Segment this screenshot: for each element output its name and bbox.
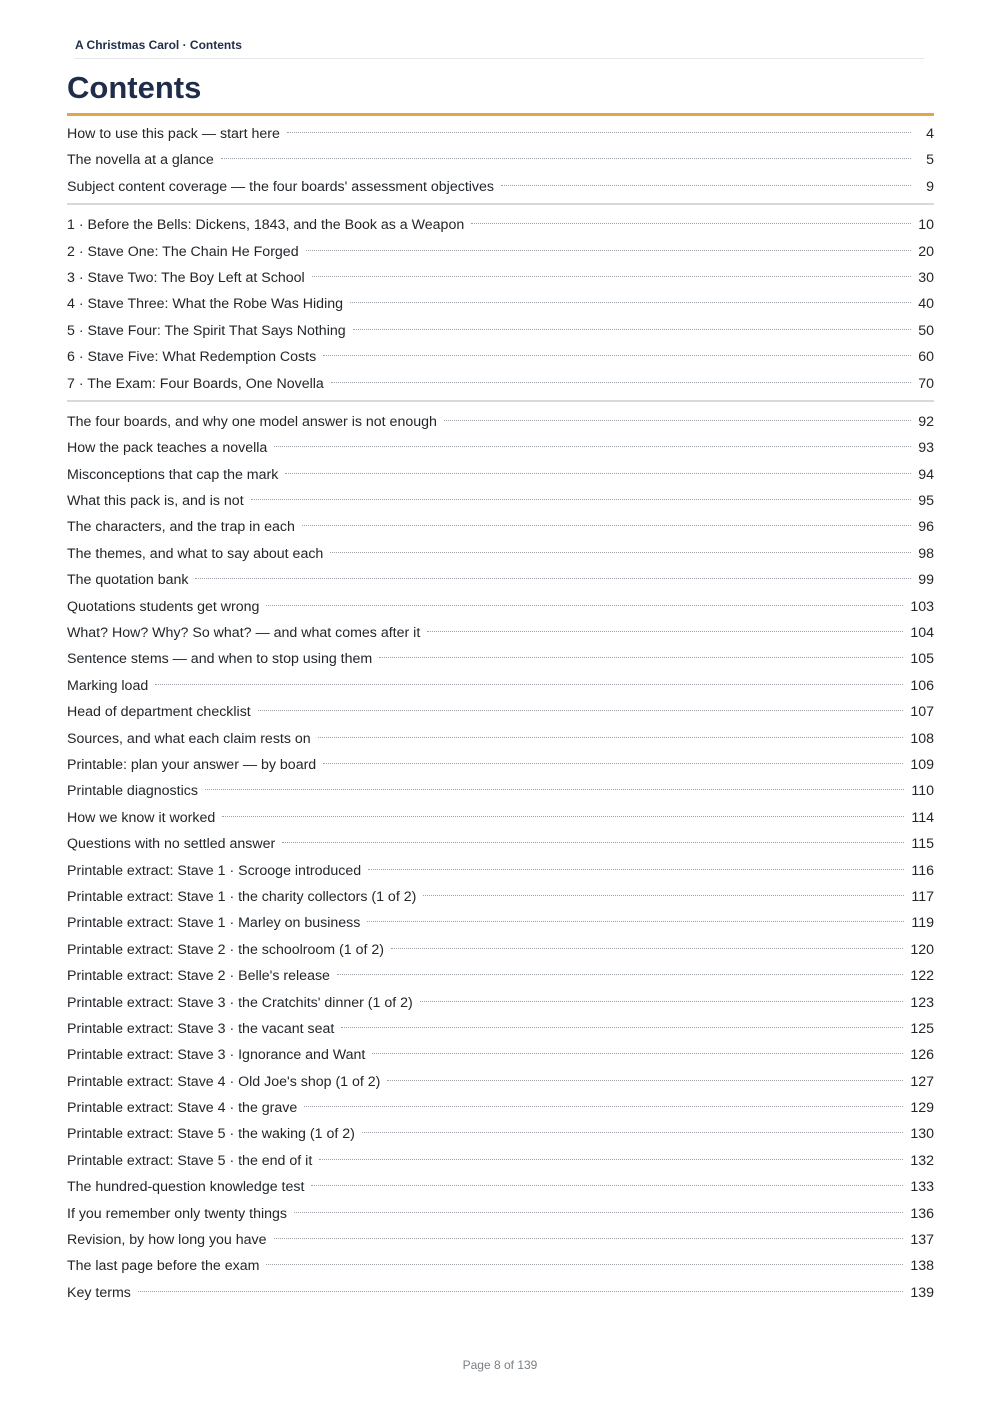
dot-leader: [471, 223, 911, 224]
toc-page-number: 115: [911, 836, 934, 853]
toc-page-number: 98: [918, 545, 934, 562]
toc-page-number: 117: [911, 888, 934, 905]
toc-entry-title: 1 · Before the Bells: Dickens, 1843, and the Book as a Weapon: [67, 217, 465, 234]
toc-entry-title: Printable extract: Stave 2 · Belle's release: [67, 968, 330, 985]
toc-entry-title: Head of department checklist: [67, 704, 251, 721]
toc-page-number: 130: [910, 1126, 934, 1143]
dot-leader: [266, 605, 903, 606]
toc-page-number: 104: [910, 625, 934, 642]
toc-page-number: 105: [910, 651, 934, 668]
toc-entry-title: Sentence stems — and when to stop using them: [67, 651, 373, 668]
dot-leader: [423, 895, 904, 896]
toc-page-number: 137: [910, 1232, 934, 1249]
toc-entry[interactable]: [67, 212, 934, 238]
toc-entry-title: Printable extract: Stave 3 · Ignorance and Want: [67, 1047, 366, 1064]
toc-entry[interactable]: [67, 778, 934, 804]
toc-page-number: 132: [910, 1152, 934, 1169]
toc-entry[interactable]: [67, 291, 934, 317]
toc-entry-title: Printable extract: Stave 1 · the charity collectors (1 of 2): [67, 888, 417, 905]
toc-entry[interactable]: [67, 265, 934, 291]
toc-page-number: 123: [910, 994, 934, 1011]
toc-page-number: 116: [911, 862, 934, 879]
toc-entry-title: What this pack is, and is not: [67, 493, 244, 510]
dot-leader: [274, 446, 911, 447]
toc-entry-title: The hundred-question knowledge test: [67, 1179, 305, 1196]
toc-page-number: 92: [918, 413, 934, 430]
table-of-contents: [67, 121, 934, 1316]
toc-page-number: 95: [918, 493, 934, 510]
dot-leader: [372, 1053, 903, 1054]
toc-entry-title: Quotations students get wrong: [67, 598, 260, 615]
dot-leader: [287, 132, 911, 133]
toc-page-number: 9: [926, 178, 934, 195]
toc-entry[interactable]: [67, 462, 934, 488]
toc-entry[interactable]: [67, 567, 934, 593]
dot-leader: [323, 355, 911, 356]
toc-page-number: 139: [910, 1284, 934, 1301]
toc-entry-title: Marking load: [67, 677, 149, 694]
toc-entry[interactable]: [67, 594, 934, 620]
toc-entry[interactable]: [67, 910, 934, 936]
toc-entry-title: Sources, and what each claim rests on: [67, 730, 311, 747]
toc-page-number: 50: [918, 322, 934, 339]
dot-leader: [353, 329, 911, 330]
toc-entry-title: 2 · Stave One: The Chain He Forged: [67, 243, 299, 260]
toc-entry-title: Questions with no settled answer: [67, 836, 276, 853]
toc-page-number: 40: [918, 296, 934, 313]
dot-leader: [282, 842, 904, 843]
dot-leader: [302, 525, 911, 526]
toc-entry-title: 7 · The Exam: Four Boards, One Novella: [67, 375, 324, 392]
toc-entry[interactable]: [67, 1148, 934, 1174]
toc-entry[interactable]: [67, 1042, 934, 1068]
toc-entry-title: Printable extract: Stave 1 · Scrooge introduced: [67, 862, 362, 879]
dot-leader: [205, 789, 904, 790]
running-head: A Christmas Carol · Contents: [75, 38, 924, 59]
dot-leader: [501, 185, 911, 186]
toc-page-number: 109: [910, 756, 934, 773]
toc-entry[interactable]: [67, 963, 934, 989]
toc-page-number: 122: [910, 968, 934, 985]
dot-leader: [285, 473, 911, 474]
dot-leader: [323, 763, 903, 764]
toc-page-number: 99: [918, 572, 934, 589]
toc-page-number: 10: [918, 217, 934, 234]
toc-entry[interactable]: [67, 990, 934, 1016]
dot-leader: [330, 552, 911, 553]
toc-entry[interactable]: [67, 1227, 934, 1253]
toc-page-number: 127: [910, 1073, 934, 1090]
toc-entry-title: How the pack teaches a novella: [67, 440, 268, 457]
dot-leader: [304, 1106, 903, 1107]
toc-entry[interactable]: [67, 1016, 934, 1042]
toc-page-number: 138: [910, 1258, 934, 1275]
toc-entry[interactable]: [67, 147, 934, 173]
toc-entry-title: The novella at a glance: [67, 152, 214, 169]
toc-page-number: 4: [926, 126, 934, 142]
toc-entry[interactable]: [67, 1253, 934, 1279]
dot-leader: [350, 302, 911, 303]
toc-page-number: 107: [910, 704, 934, 721]
toc-entry[interactable]: [67, 541, 934, 567]
toc-entry-title: Printable diagnostics: [67, 783, 198, 800]
toc-entry-title: Revision, by how long you have: [67, 1232, 267, 1249]
dot-leader: [312, 276, 911, 277]
dot-leader: [222, 816, 904, 817]
toc-entry-title: What? How? Why? So what? — and what comes after it: [67, 625, 421, 642]
dot-leader: [444, 420, 911, 421]
toc-entry-title: Printable: plan your answer — by board: [67, 756, 317, 773]
dot-leader: [294, 1212, 903, 1213]
toc-page-number: 133: [910, 1179, 934, 1196]
toc-entry[interactable]: [67, 1280, 934, 1306]
toc-entry[interactable]: [67, 805, 934, 831]
dot-leader: [420, 1001, 904, 1002]
toc-entry[interactable]: [67, 752, 934, 778]
toc-entry[interactable]: [67, 121, 934, 147]
toc-entry[interactable]: [67, 646, 934, 672]
dot-leader: [266, 1264, 903, 1265]
toc-entry[interactable]: [67, 673, 934, 699]
dot-leader: [367, 921, 904, 922]
toc-entry-title: Printable extract: Stave 4 · the grave: [67, 1100, 298, 1117]
toc-page-number: 30: [918, 269, 934, 286]
toc-page-number: 106: [910, 677, 934, 694]
toc-entry-title: How to use this pack — start here: [67, 126, 280, 142]
toc-page-number: 114: [911, 809, 934, 826]
toc-page-number: 103: [910, 598, 934, 615]
toc-entry-title: Printable extract: Stave 4 · Old Joe's shop (1 of 2): [67, 1073, 381, 1090]
dot-leader: [391, 948, 903, 949]
toc-entry[interactable]: [67, 1069, 934, 1095]
toc-entry-title: The last page before the exam: [67, 1258, 260, 1275]
toc-entry-title: The characters, and the trap in each: [67, 519, 295, 536]
toc-page-number: 125: [910, 1020, 934, 1037]
toc-page-number: 108: [910, 730, 934, 747]
toc-section: [67, 212, 934, 402]
toc-entry[interactable]: [67, 435, 934, 461]
page-footer: Page 8 of 139: [462, 1358, 538, 1372]
dot-leader: [341, 1027, 903, 1028]
toc-entry-title: Printable extract: Stave 5 · the waking (1 of 2): [67, 1126, 355, 1143]
toc-entry[interactable]: [67, 831, 934, 857]
toc-entry-title: Printable extract: Stave 3 · the vacant seat: [67, 1020, 335, 1037]
toc-entry[interactable]: [67, 1121, 934, 1147]
toc-entry-title: The themes, and what to say about each: [67, 545, 324, 562]
toc-page-number: 94: [918, 466, 934, 483]
toc-entry[interactable]: [67, 409, 934, 435]
toc-entry-title: Key terms: [67, 1284, 131, 1301]
dot-leader: [427, 631, 903, 632]
toc-entry-title: 5 · Stave Four: The Spirit That Says Nothing: [67, 322, 346, 339]
toc-entry-title: How we know it worked: [67, 809, 216, 826]
toc-entry[interactable]: [67, 318, 934, 344]
toc-entry[interactable]: [67, 1095, 934, 1121]
toc-entry-title: 6 · Stave Five: What Redemption Costs: [67, 349, 317, 366]
toc-entry-title: 4 · Stave Three: What the Robe Was Hiding: [67, 296, 343, 313]
toc-page-number: 136: [910, 1205, 934, 1222]
toc-entry[interactable]: [67, 937, 934, 963]
dot-leader: [155, 684, 903, 685]
toc-page-number: 5: [926, 152, 934, 169]
toc-entry[interactable]: [67, 344, 934, 370]
toc-page-number: 126: [910, 1047, 934, 1064]
toc-entry-title: Misconceptions that cap the mark: [67, 466, 279, 483]
dot-leader: [362, 1132, 903, 1133]
toc-entry[interactable]: [67, 239, 934, 265]
toc-page-number: 60: [918, 349, 934, 366]
toc-entry[interactable]: [67, 726, 934, 752]
toc-entry-title: Printable extract: Stave 2 · the schoolroom (1 of 2): [67, 941, 385, 958]
dot-leader: [306, 250, 911, 251]
toc-entry-title: The quotation bank: [67, 572, 189, 589]
toc-entry[interactable]: [67, 699, 934, 725]
toc-entry-title: Subject content coverage — the four boards' assessment objectives: [67, 178, 494, 195]
dot-leader: [258, 710, 904, 711]
toc-entry[interactable]: [67, 1174, 934, 1200]
toc-page-number: 120: [910, 941, 934, 958]
dot-leader: [138, 1291, 903, 1292]
dot-leader: [319, 1159, 903, 1160]
toc-entry[interactable]: [67, 371, 934, 397]
dot-leader: [311, 1185, 903, 1186]
toc-entry-title: 3 · Stave Two: The Boy Left at School: [67, 269, 305, 286]
dot-leader: [337, 974, 903, 975]
dot-leader: [318, 737, 904, 738]
toc-section: [67, 409, 934, 1309]
toc-page-number: 119: [911, 915, 934, 932]
toc-entry[interactable]: [67, 174, 934, 200]
dot-leader: [251, 499, 911, 500]
toc-entry[interactable]: [67, 884, 934, 910]
page-title: Contents: [67, 66, 934, 116]
dot-leader: [195, 578, 911, 579]
dot-leader: [379, 657, 903, 658]
toc-entry[interactable]: [67, 1201, 934, 1227]
toc-page-number: 70: [918, 375, 934, 392]
toc-page-number: 20: [918, 243, 934, 260]
toc-entry-title: The four boards, and why one model answer is not enough: [67, 413, 437, 430]
toc-entry[interactable]: [67, 858, 934, 884]
toc-page-number: 129: [910, 1100, 934, 1117]
toc-page-number: 93: [918, 440, 934, 457]
dot-leader: [387, 1080, 903, 1081]
toc-entry-title: Printable extract: Stave 1 · Marley on business: [67, 915, 361, 932]
dot-leader: [274, 1238, 904, 1239]
toc-entry[interactable]: [67, 488, 934, 514]
toc-section: [67, 121, 934, 205]
dot-leader: [221, 158, 911, 159]
toc-entry[interactable]: [67, 514, 934, 540]
toc-entry[interactable]: [67, 620, 934, 646]
toc-entry-title: Printable extract: Stave 5 · the end of it: [67, 1152, 313, 1169]
toc-page-number: 96: [918, 519, 934, 536]
toc-entry-title: Printable extract: Stave 3 · the Cratchits' dinner (1 of 2): [67, 994, 413, 1011]
dot-leader: [331, 382, 911, 383]
toc-page-number: 110: [911, 783, 934, 800]
dot-leader: [368, 869, 904, 870]
toc-entry-title: If you remember only twenty things: [67, 1205, 288, 1222]
